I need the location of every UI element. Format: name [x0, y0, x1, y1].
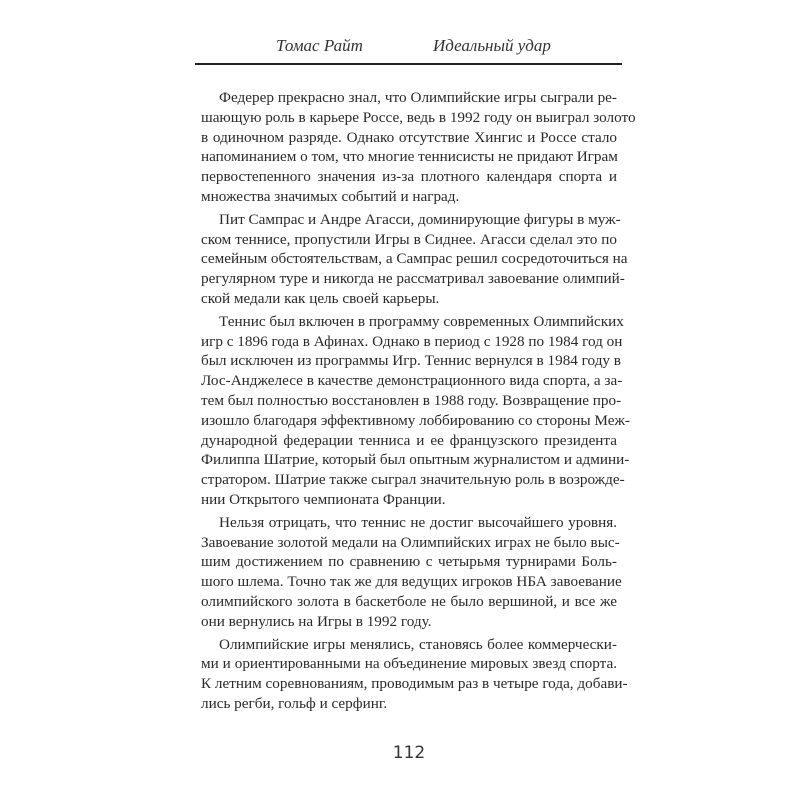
- text-line: шого шлема. Точно так же для ведущих игроков НБА завоевание: [201, 573, 622, 591]
- text-line: изошло благодаря эффективному лоббированию со стороны Меж-: [201, 411, 630, 429]
- text-line: ском теннисе, пропустили Игры в Сиднее. Агасси сделал это по: [201, 230, 617, 248]
- running-header-author: Томас Райт: [276, 36, 363, 55]
- text-line: Федерер прекрасно знал, что Олимпийские игры сыграли ре-: [219, 89, 617, 106]
- text-line: семейным обстоятельствам, а Сампрас решил сосредоточиться на: [201, 250, 628, 268]
- text-line: дународной федерации тенниса и ее французского президента: [201, 431, 617, 449]
- running-header-book-title: Идеальный удар: [433, 36, 551, 55]
- text-line: регулярном туре и никогда не рассматривал завоевание олимпий-: [201, 270, 625, 288]
- text-line: стратором. Шатрие также сыграл значительную роль в возрожде-: [201, 471, 625, 489]
- text-line: ми и ориентированными на объединение мировых звезд спорта.: [201, 655, 617, 673]
- text-line: Филиппа Шатрие, который был опытным журналистом и админи-: [201, 451, 630, 469]
- text-line: Пит Сампрас и Андре Агасси, доминирующие фигуры в муж-: [219, 210, 621, 228]
- text-line: первостепенного значения из-за плотного календаря спорта и: [201, 168, 617, 186]
- text-line: К летним соревнованиям, проводимым раз в четыре года, добави-: [201, 675, 628, 693]
- paragraph: [201, 88, 636, 207]
- paragraph: [201, 513, 622, 632]
- paragraph: [201, 312, 630, 510]
- text-line: игр с 1896 года в Афинах. Однако в период с 1928 по 1984 год он: [201, 332, 623, 350]
- body-text: [201, 88, 636, 717]
- text-line: Лос-Анджелесе в качестве демонстрационного вида спорта, а за-: [201, 372, 623, 390]
- text-line: тем был полностью восстановлен в 1988 году. Возвращение про-: [201, 391, 622, 409]
- text-line: множества значимых событий и наград.: [201, 187, 460, 205]
- text-line: в одиночном разряде. Однако отсутствие Хингис и Россе стало: [201, 128, 617, 146]
- text-line: ской медали как цель своей карьеры.: [201, 289, 440, 307]
- text-line: шающую роль в карьере Россе, ведь в 1992 году он выиграл золото: [201, 108, 636, 126]
- page-number: 112: [392, 743, 426, 763]
- text-line: Олимпийские игры менялись, становясь более коммерчески-: [219, 635, 617, 653]
- text-line: был исключен из программы Игр. Теннис вернулся в 1984 году в: [201, 352, 621, 370]
- paragraph: [201, 210, 628, 309]
- text-line: напоминанием о том, что многие теннисисты не придают Играм: [201, 148, 618, 166]
- text-line: Завоевание золотой медали на Олимпийских играх не было выс-: [201, 533, 620, 551]
- text-line: они вернулись на Игры в 1992 году.: [201, 612, 432, 630]
- text-line: лись регби, гольф и серфинг.: [201, 694, 388, 712]
- text-line: шим достижением по сравнению с четырьмя турнирами Боль-: [201, 553, 617, 571]
- paragraph: [201, 635, 628, 714]
- text-line: нии Открытого чемпионата Франции.: [201, 490, 446, 508]
- text-line: Нельзя отрицать, что теннис не достиг высочайшего уровня.: [219, 513, 617, 531]
- header-rule: [195, 63, 622, 65]
- text-line: Теннис был включен в программу современных Олимпийских: [219, 312, 624, 330]
- text-line: олимпийского золота в баскетболе не было вершиной, и все же: [201, 592, 617, 610]
